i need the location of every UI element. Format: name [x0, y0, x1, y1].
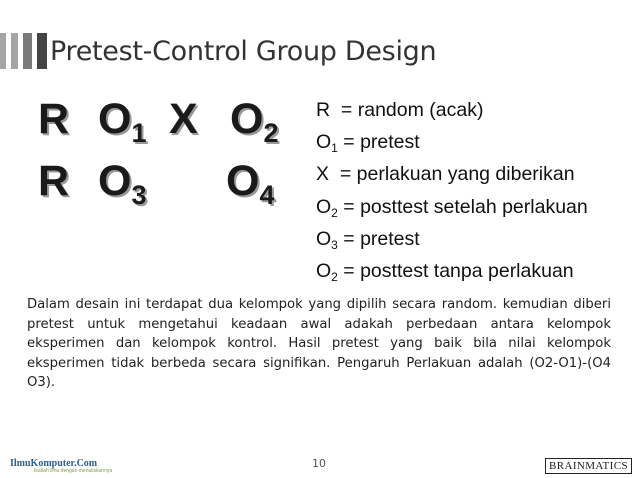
ilmukomputer-logo-text: IlmuKomputer.Com — [10, 458, 98, 469]
legend-item: $O_2$ = posttest tanpa perlakuan — [316, 260, 574, 285]
legend-item: X = perlakuan yang diberikan — [316, 163, 575, 186]
formula-r: R — [38, 157, 70, 205]
ilmukomputer-tagline: Ikatlah ilmu dengan menuliskannya — [34, 468, 113, 474]
description-paragraph: Dalam desain ini terdapat dua kelompok yang dipilih secara random. kemudian diberi pretest untuk mengetahui keadaan awal adakah perbedaan antara kelompok eksperimen dan kelompok kontrol. Hasil pretest yang baik bila nilai kelompok eksperimen tidak berbeda secara signifikan. Pengaruh Perlakuan adalah (O2-O1)-(O4 O3). — [27, 297, 611, 391]
legend-item: $O_2$ = posttest setelah perlakuan — [316, 195, 588, 220]
brainmatics-logo: BRAINMATICS — [545, 458, 632, 474]
legend-item: $O_3$ = pretest — [316, 227, 420, 252]
title-accent-bars — [0, 33, 47, 69]
legend-item: $O_1$ = pretest — [316, 131, 420, 156]
formula-o2: $O_2$ — [230, 95, 279, 148]
formula-r: R — [38, 95, 70, 143]
formula-o4: $O_4$ — [226, 157, 275, 210]
accent-bar — [11, 33, 18, 69]
slide-title: Pretest-Control Group Design — [50, 36, 437, 67]
accent-bar — [23, 33, 32, 69]
formula-o1: $O_1$ — [98, 95, 147, 148]
formula-o3: $O_3$ — [98, 157, 147, 210]
legend-item: R = random (acak) — [316, 99, 484, 121]
ilmukomputer-logo — [10, 458, 112, 474]
page-number: 10 — [312, 457, 326, 470]
symbol-legend — [316, 97, 588, 290]
accent-bar — [0, 33, 6, 69]
accent-bar — [37, 33, 47, 69]
formula-x: X — [169, 95, 198, 143]
